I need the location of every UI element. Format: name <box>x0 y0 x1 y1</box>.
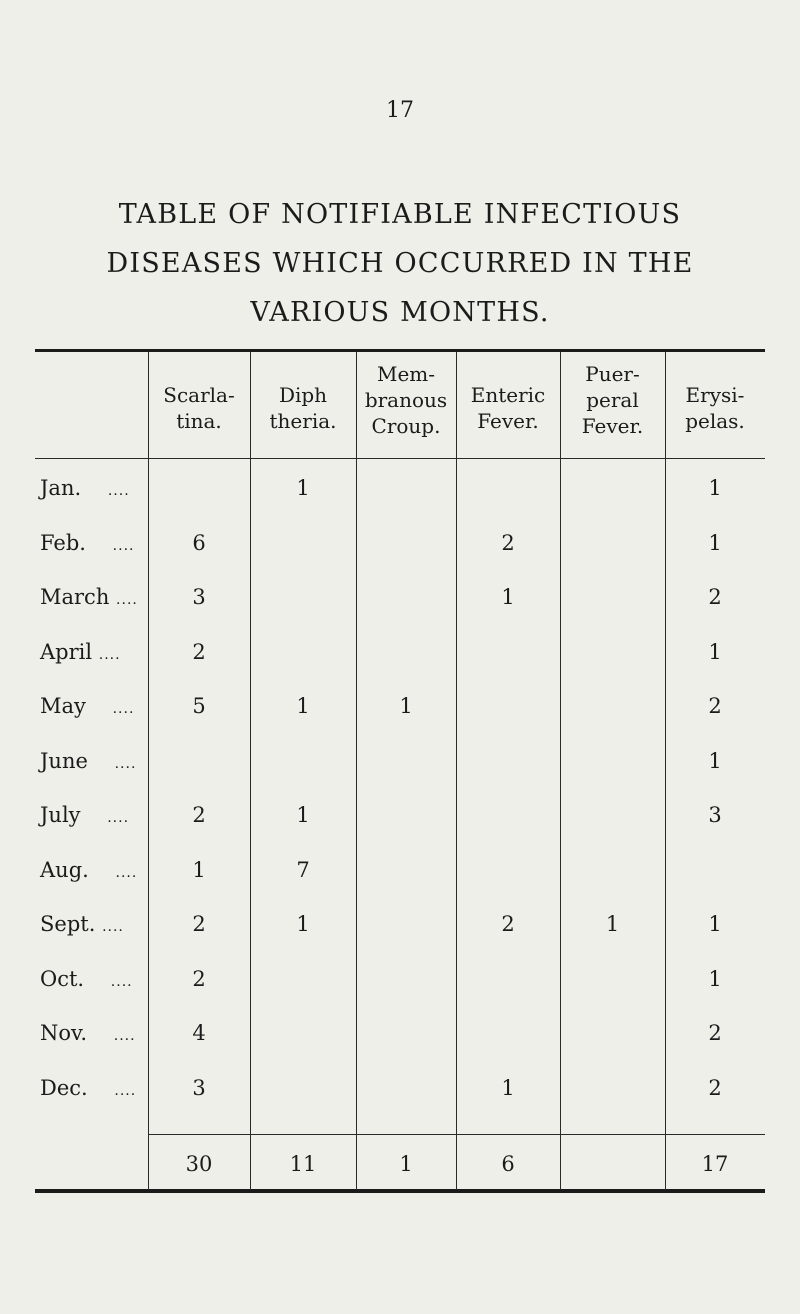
month-name: July <box>40 803 81 827</box>
table-cell-erysipelas: 2 <box>708 694 722 718</box>
table-cell-erysipelas: 1 <box>708 967 722 991</box>
table-cell-scarlatina: 2 <box>192 967 206 991</box>
month-label <box>40 640 121 664</box>
table-cell-erysipelas: 1 <box>708 531 722 555</box>
table-cell-diphtheria: 1 <box>296 803 310 827</box>
leader-dots: .... <box>116 592 138 608</box>
month-name: May <box>40 694 86 718</box>
month-name: Jan. <box>40 476 82 500</box>
title-line: TABLE OF NOTIFIABLE INFECTIOUS <box>118 199 682 230</box>
column-divider <box>148 352 149 1190</box>
leader-dots: .... <box>107 810 130 826</box>
table-cell-erysipelas: 3 <box>708 803 722 827</box>
table-cell-enteric-fever: 1 <box>501 585 515 609</box>
table-cell-diphtheria: 1 <box>296 912 310 936</box>
header-divider <box>35 458 765 459</box>
table-cell-scarlatina: 2 <box>192 803 206 827</box>
table-cell-diphtheria: 7 <box>296 858 310 882</box>
total-membranous-croup: 1 <box>399 1152 413 1176</box>
leader-dots: .... <box>98 647 121 663</box>
month-name: April <box>40 640 93 664</box>
table-cell-scarlatina: 3 <box>192 585 206 609</box>
month-name: Aug. <box>40 858 89 882</box>
column-header-puerperal-fever: Puer- peral Fever. <box>581 362 644 438</box>
month-name: Sept. <box>40 912 96 936</box>
total-diphtheria: 11 <box>289 1152 317 1176</box>
table-bottom-rule <box>35 1189 765 1193</box>
table-cell-puerperal-fever: 1 <box>605 912 620 936</box>
column-header-enteric-fever: Enteric Fever. <box>470 383 546 433</box>
table-cell-erysipelas: 1 <box>708 749 722 773</box>
table-cell-diphtheria: 1 <box>296 476 310 500</box>
month-label <box>40 967 133 991</box>
column-divider <box>560 352 561 1190</box>
month-name: Nov. <box>40 1021 88 1045</box>
table-cell-erysipelas: 1 <box>708 640 722 664</box>
table-cell-erysipelas: 1 <box>708 912 722 936</box>
table-cell-erysipelas: 2 <box>708 1021 722 1045</box>
total-scarlatina: 30 <box>185 1152 213 1176</box>
leader-dots: .... <box>115 865 138 881</box>
leader-dots: .... <box>114 756 137 772</box>
month-label <box>40 585 138 609</box>
leader-dots: .... <box>113 1028 136 1044</box>
leader-dots: .... <box>107 483 130 499</box>
table-cell-enteric-fever: 2 <box>501 531 515 555</box>
leader-dots: .... <box>114 1083 137 1099</box>
month-name: March <box>40 585 110 609</box>
table-cell-scarlatina: 5 <box>192 694 206 718</box>
column-header-diphtheria: Diph theria. <box>269 383 337 433</box>
table-cell-enteric-fever: 1 <box>501 1076 515 1100</box>
table-cell-scarlatina: 2 <box>192 640 206 664</box>
month-label <box>40 1076 136 1100</box>
table-cell-scarlatina: 6 <box>192 531 206 555</box>
leader-dots: .... <box>110 974 133 990</box>
table-cell-erysipelas: 2 <box>708 585 722 609</box>
leader-dots: .... <box>112 701 135 717</box>
month-name: June <box>40 749 88 773</box>
column-divider <box>456 352 457 1190</box>
month-label <box>40 858 137 882</box>
total-erysipelas: 17 <box>701 1152 729 1176</box>
month-label <box>40 531 134 555</box>
month-name: Dec. <box>40 1076 88 1100</box>
month-label <box>40 476 130 500</box>
column-header-erysipelas: Erysi- pelas. <box>685 383 745 433</box>
column-header-scarlatina: Scarla- tina. <box>163 383 235 433</box>
month-label <box>40 749 136 773</box>
title-line: DISEASES WHICH OCCURRED IN THE <box>106 248 694 279</box>
table-cell-enteric-fever: 2 <box>501 912 515 936</box>
page-title <box>0 190 800 337</box>
month-label <box>40 803 129 827</box>
table-cell-membranous-croup: 1 <box>399 694 413 718</box>
month-name: Feb. <box>40 531 86 555</box>
column-divider <box>356 352 357 1190</box>
table-cell-scarlatina: 4 <box>192 1021 206 1045</box>
table-cell-scarlatina: 2 <box>192 912 206 936</box>
leader-dots: .... <box>112 538 135 554</box>
page-number: 17 <box>386 98 414 123</box>
table-cell-erysipelas: 1 <box>708 476 722 500</box>
column-header-membranous-croup: Mem- branous Croup. <box>364 362 448 438</box>
table-cell-erysipelas: 2 <box>708 1076 722 1100</box>
month-label <box>40 912 124 936</box>
title-line: VARIOUS MONTHS. <box>250 297 550 328</box>
month-label <box>40 694 134 718</box>
leader-dots: .... <box>102 919 124 935</box>
table-cell-diphtheria: 1 <box>296 694 310 718</box>
month-name: Oct. <box>40 967 85 991</box>
table-cell-scarlatina: 3 <box>192 1076 206 1100</box>
month-label <box>40 1021 136 1045</box>
total-enteric-fever: 6 <box>501 1152 515 1176</box>
table-cell-scarlatina: 1 <box>192 858 206 882</box>
